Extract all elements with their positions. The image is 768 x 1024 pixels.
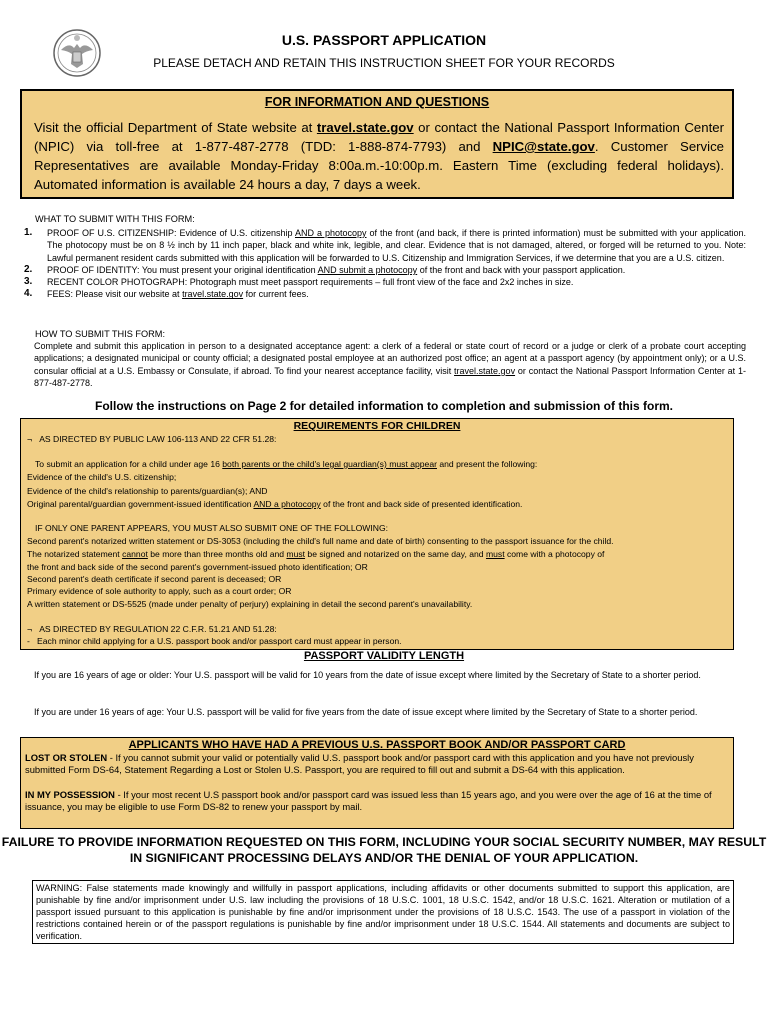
evidence-identification [27,498,522,510]
previous-heading: APPLICANTS WHO HAVE HAD A PREVIOUS U.S. PASSPORT BOOK AND/OR PASSPORT CARD [128,739,626,751]
option-sole-authority: Primary evidence of sole authority to apply, such as a court order; OR [27,586,292,596]
dash-marker: - [27,636,30,646]
item-text-a: RECENT COLOR PHOTOGRAPH: Photograph must meet passport requirements – full front view of the face and 2x2 inches in size. [47,277,574,288]
op2-a: The notarized statement [27,549,123,559]
item-text-a: FEES: Please visit our website at [47,289,183,300]
op2-b: be more than three months old and [147,549,287,559]
evidence-relationship: Evidence of the child's relationship to parents/guardian(s); AND [27,486,268,496]
possession-label: IN MY POSSESSION [25,788,115,800]
howto-heading: HOW TO SUBMIT THIS FORM: [35,329,165,339]
option-notarized-statement: Second parent's notarized written statement or DS-3053 (including the child's full name and date of birth) consenting to the passport issuance for the child. [27,536,614,546]
children-intro [35,458,537,470]
item-text-u: AND a photocopy [294,228,367,238]
regulation-line [27,623,277,635]
ev3-a: Original parental/guardian government-issued identification [27,499,254,509]
travel-state-gov-link[interactable]: travel.state.gov [316,120,414,135]
regulation-item [27,635,402,647]
page-subtitle: PLEASE DETACH AND RETAIN THIS INSTRUCTION SHEET FOR YOUR RECORDS [153,56,615,70]
howto-tail: or contact the National Passport Information Center at 1-877-487-2778. [34,365,746,388]
item-text-b: of the front (and back, if there is printed information) must be submitted with your application. The photocopy must be on 8 ½ inch by 11 inch paper, black and white ink, legible, and clear. Evidence that is not damaged, altered, or forged will be returned to you. Note: Lawful permanent resident cards submitted with this application will be forwarded to U.S. Citizenship and Immigration Services, if we determine that you are a U.S. citizen. [47,228,747,263]
one-parent-heading: IF ONLY ONE PARENT APPEARS, YOU MUST ALSO SUBMIT ONE OF THE FOLLOWING: [35,523,389,533]
evidence-citizenship: Evidence of the child's U.S. citizenship; [27,472,177,482]
validity-adult: If you are 16 years of age or older: Your U.S. passport will be valid for 10 years from the date of issue except where limited by the Secretary of State to a shorter period. [34,670,701,680]
op2-d: come with a photocopy of [504,549,605,559]
lost-or-stolen [21,752,733,777]
item-text-u: AND submit a photocopy [317,264,418,275]
info-heading: FOR INFORMATION AND QUESTIONS [264,95,490,109]
item-text [47,264,746,276]
item-number: 1. [24,227,33,238]
option-notarized-rules [27,548,604,560]
bullet-marker: ¬ [27,434,33,444]
info-text-3: . Customer Service Representatives are available Monday-Friday 8:00a.m.-10:00p.m. Eastern Time (excluding federal holidays). Automated information is available 24 hours a day, 7 days a week. [34,139,724,192]
option-death-certificate: Second parent's death certificate if second parent is deceased; OR [27,574,282,584]
list-item [24,276,746,288]
bullet-marker: ¬ [27,624,33,634]
regulation-text: AS DIRECTED BY REGULATION 22 C.F.R. 51.21 AND 51.28: [39,624,277,634]
item-text [47,276,746,288]
page-title: U.S. PASSPORT APPLICATION [281,32,487,48]
ev3-u: AND a photocopy [253,499,321,509]
law-line [27,433,276,445]
item-number: 2. [24,263,33,275]
list-item [24,264,746,276]
item-number: 4. [24,288,33,300]
item-text [47,288,746,300]
in-my-possession [21,789,733,814]
fees-link[interactable]: travel.state.gov [182,289,244,300]
item-text [47,227,746,264]
intro-b: and present the following: [436,459,538,469]
follow-instructions: Follow the instructions on Page 2 for detailed information to completion and submission of this form. [94,399,674,413]
info-text-1: Visit the official Department of State website at [34,120,317,135]
acceptance-facility-link[interactable]: travel.state.gov [454,365,516,376]
validity-heading: PASSPORT VALIDITY LENGTH [303,650,465,662]
option-written-statement: A written statement or DS-5525 (made under penalty of perjury) explaining in detail the second parent's unavailability. [27,599,473,609]
intro-a: To submit an application for a child under age 16 [35,459,223,469]
item-number: 3. [24,276,33,288]
failure-notice: FAILURE TO PROVIDE INFORMATION REQUESTED ON THIS FORM, INCLUDING YOUR SOCIAL SECURITY NUMBER, MAY RESULT IN SIGNIFICANT PROCESSING DELAYS AND/OR THE DENIAL OF YOUR APPLICATION. [1,835,767,865]
warning-box: WARNING: False statements made knowingly and willfully in passport applications, including affidavits or other documents submitted to support this application, are punishable by fine and/or imprisonment under U.S. law including the provisions of 18 U.S.C. 1001, 18 U.S.C. 1542, and/or 18 U.S.C. 1621. Alteration or mutilation of a passport issued pursuant to this application is punishable by fine and/or imprisonment under the provisions of 18 U.S.C. 1543. The use of a passport in violation of the restrictions contained herein or of the passport regulations is punishable by fine and/or imprisonment under 18 U.S.C. 1544. All statements and documents are subject to verification. [32,880,734,944]
list-item [24,288,746,300]
npic-email-link[interactable]: NPIC@state.gov [492,139,595,154]
howto-body [34,340,746,389]
possession-text: - If your most recent U.S passport book and/or passport card was issued less than 15 years ago, and you were over the age of 16 at the time of issuance, you may be eligible to use Form DS-82 to renew your passport by mail. [25,788,712,813]
howto-text: Complete and submit this application in person to a designated acceptance agent: a clerk of a federal or state court of record or a judge or clerk of a probate court accepting applications; a designated municipal or county official; a designated postal employee at an authorized post office; an agent at a passport agency (by appointment only); or a U.S. consular official at a U.S. Embassy or Consulate, if abroad. To find your nearest acceptance facility, visit [34,341,746,376]
submit-list [24,227,746,301]
lost-text: - If you cannot submit your valid or potentially valid U.S. passport book and/or passport card with this application and you have not previously submitted Form DS-64, Statement Regarding a Lost or Stolen U.S. Passport, you are required to fill out and submit a DS-64 with this application. [25,752,694,776]
op2-u1: cannot [122,549,148,559]
lost-label: LOST OR STOLEN [25,752,108,763]
children-requirements-box [20,418,734,650]
item-text-b: for current fees. [243,289,309,300]
info-text-2: or contact the National Passport Information Center (NPIC) via toll-free at 1-877-487-2778 (TDD: 1-888-874-7793) and [34,120,724,154]
option-photo-id: the front and back side of the second parent's government-issued photo identification; OR [27,562,368,572]
regulation-item-text: Each minor child applying for a U.S. passport book and/or passport card must appear in person. [37,636,402,646]
list-item [24,227,746,264]
op2-u3: must [485,549,505,559]
submit-heading: WHAT TO SUBMIT WITH THIS FORM: [35,214,195,224]
op2-c: be signed and notarized on the same day, and [305,549,486,559]
item-text-a: PROOF OF U.S. CITIZENSHIP: Evidence of U.S. citizenship [47,228,295,238]
children-heading: REQUIREMENTS FOR CHILDREN [293,420,461,432]
ev3-b: of the front and back side of presented identification. [320,499,523,509]
info-box [20,89,734,199]
intro-u: both parents or the child's legal guardian(s) must appear [222,459,437,469]
validity-minor: If you are under 16 years of age: Your U.S. passport will be valid for five years from the date of issue except where limited by the Secretary of State to a shorter period. [34,707,698,717]
law-text: AS DIRECTED BY PUBLIC LAW 106-113 AND 22 CFR 51.28: [39,434,277,444]
info-body [22,118,732,194]
item-text-b: of the front and back with your passport application. [417,264,626,275]
op2-u2: must [286,549,306,559]
item-text-a: PROOF OF IDENTITY: You must present your original identification [47,264,318,275]
previous-passport-box [20,737,734,829]
